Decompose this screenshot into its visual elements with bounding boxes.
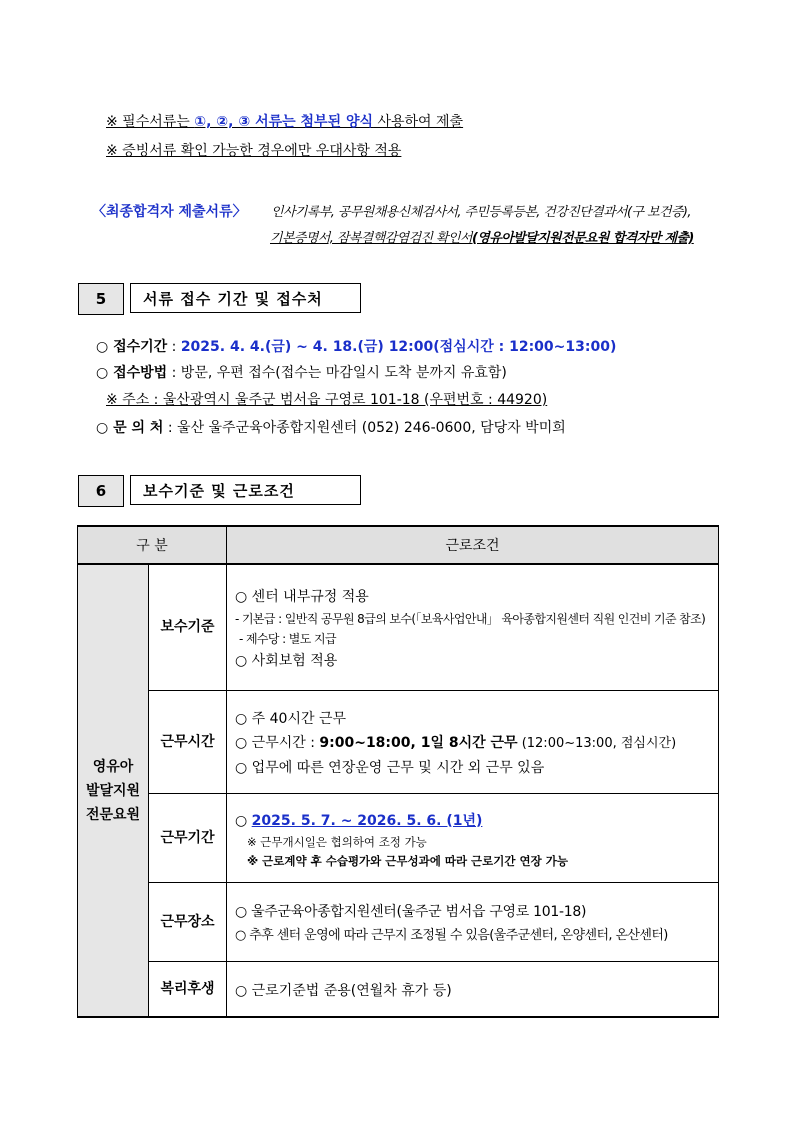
- section5-number: 5: [78, 283, 124, 315]
- hours-line2-prefix: ○ 근무시간 :: [235, 735, 320, 751]
- header-conditions: 근로조건: [227, 526, 719, 564]
- row-label-welfare: 복리후생: [149, 961, 227, 1017]
- final-docs-line1: 인사기록부, 공무원채용신체검사서, 주민등록등본, 건강진단결과서(구 보건증),: [271, 205, 691, 220]
- final-docs-line2: [270, 227, 694, 246]
- place-line1: ○ 울주군육아종합지원센터(울주군 범서읍 구영로 101-18): [235, 903, 587, 920]
- hours-line2-suffix: (12:00~13:00, 점심시간): [517, 736, 677, 751]
- row-content-hours: [227, 690, 719, 793]
- role-line3: 전문요원: [85, 806, 141, 823]
- pay-line1: ○ 센터 내부규정 적용: [235, 589, 369, 606]
- row-label-hours: 근무시간: [149, 690, 227, 793]
- period-line1-prefix: ○: [235, 812, 252, 829]
- section5-title: 서류 접수 기간 및 접수처: [130, 283, 361, 313]
- receipt-address: ※ 주소 : 울산광역시 울주군 범서읍 구영로 101-18 (우편번호 : 44920): [106, 392, 548, 408]
- row-content-period: [227, 793, 719, 882]
- section6-title: 보수기준 및 근로조건: [130, 475, 361, 505]
- note1-suffix: 사용하여 제출: [373, 114, 464, 130]
- pay-line3: - 제수당 : 별도 지급: [239, 632, 336, 647]
- conditions-table: [77, 525, 719, 1018]
- contact-label: ○ 문 의 처: [96, 420, 164, 436]
- period-line2: ※ 근무개시일은 협의하여 조정 가능: [247, 834, 427, 849]
- note1-highlight: ①, ②, ③ 서류는 첨부된 양식: [194, 114, 374, 130]
- pay-line4: ○ 사회보험 적용: [235, 653, 338, 670]
- method-label: ○ 접수방법: [96, 365, 168, 381]
- header-category: 구 분: [78, 526, 227, 564]
- role-line1: 영유아: [92, 758, 134, 775]
- row-label-period: 근무기간: [149, 793, 227, 882]
- work-period-dates: 2025. 5. 7. ~ 2026. 5. 6. (1년): [251, 812, 483, 829]
- role-line2: 발달지원: [85, 782, 141, 799]
- row-content-pay: [227, 564, 719, 690]
- final-docs-label: 〈최종합격자 제출서류〉: [92, 204, 247, 220]
- period-line1: [235, 809, 712, 833]
- period-value: 2025. 4. 4.(금) ~ 4. 18.(금) 12:00(점심시간 : 12:00~13:00): [180, 339, 617, 355]
- row-label-place: 근무장소: [149, 882, 227, 961]
- contact-value: : 울산 울주군육아종합지원센터 (052) 246-0600, 담당자 박미희: [163, 420, 566, 436]
- section6-number: 6: [78, 475, 124, 507]
- period-sep: :: [167, 339, 181, 355]
- row-label-pay: 보수기준: [149, 564, 227, 690]
- place-line2: ○ 추후 센터 운영에 따라 근무지 조정될 수 있음(울주군센터, 온양센터, 온산센터): [235, 927, 668, 943]
- hours-line3: ○ 업무에 따른 연장운영 근무 및 시간 외 근무 있음: [235, 760, 545, 776]
- period-label: ○ 접수기간: [96, 339, 168, 355]
- hours-line1: ○ 주 40시간 근무: [235, 711, 347, 727]
- note-evidence: ※ 증빙서류 확인 가능한 경우에만 우대사항 적용: [106, 143, 402, 159]
- row-content-welfare: [227, 961, 719, 1017]
- receipt-method: [96, 362, 507, 382]
- hours-line2: [235, 731, 712, 756]
- final-docs-line2-bold: (영유아발달지원전문요원 합격자만 제출): [471, 231, 694, 246]
- receipt-period: [96, 336, 616, 356]
- note-required-docs: [106, 111, 463, 131]
- receipt-contact: [96, 417, 566, 437]
- period-line3: ※ 근로계약 후 수습평가와 근무성과에 따라 근로기간 연장 가능: [247, 853, 568, 868]
- row-content-place: [227, 882, 719, 961]
- method-value: : 방문, 우편 접수(접수는 마감일시 도착 분까지 유효함): [167, 365, 507, 381]
- pay-line2: - 기본급 : 일반직 공무원 8급의 보수(「보육사업안내」 육아종합지원센터 직원 인건비 기준 참조): [235, 612, 706, 627]
- role-cell: [78, 564, 149, 1017]
- welfare-line1: ○ 근로기준법 준용(연월차 휴가 등): [235, 982, 452, 999]
- note1-prefix: ※ 필수서류는: [106, 114, 195, 130]
- hours-line2-bold: 9:00~18:00, 1일 8시간 근무: [319, 735, 518, 751]
- final-docs-line2-normal: 기본증명서, 잠복결핵감염검진 확인서: [270, 231, 472, 246]
